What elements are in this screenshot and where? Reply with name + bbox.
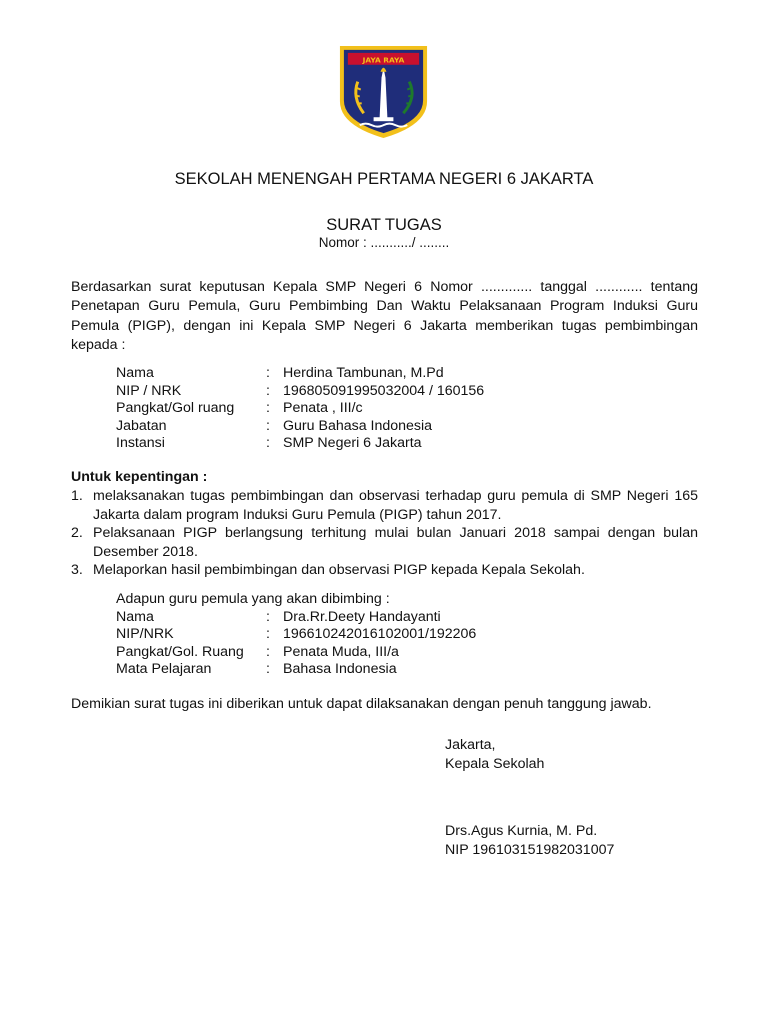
document-number: Nomor : .........../ ........ [318,235,450,250]
assignee-row-institution [116,435,484,453]
field-separator: : [266,643,270,660]
intro-paragraph: Berdasarkan surat keputusan Kepala SMP Negeri 6 Nomor ............. tanggal ............ tentang Penetapan Guru Pemula, Guru Pembimbing Dan Waktu Pelaksanaan Program Induksi Guru Pemula (PIGP), dengan ini Kepala SMP Negeri 6 Jakarta memberikan tugas pembimbingan kepada : [71,279,698,354]
field-label: Instansi [116,435,165,452]
list-item [71,561,698,580]
field-value: Guru Bahasa Indonesia [283,417,433,434]
mentee-row-subject [116,661,476,679]
list-item [71,487,698,524]
field-value: Dra.Rr.Deety Handayanti [283,608,441,625]
assignee-row-name [116,365,484,383]
list-text: Pelaksanaan PIGP berlangsung terhitung mulai bulan Januari 2018 sampai dengan bulan Desember 2018. [93,525,698,560]
signature-header [445,736,544,773]
field-label: Nama [116,608,154,625]
assignee-details [116,365,484,453]
assignee-row-position [116,418,484,436]
field-label: Jabatan [116,417,167,434]
field-label: NIP / NRK [116,382,182,399]
field-value: Penata , III/c [283,400,363,417]
mentee-details [116,591,476,679]
field-separator: : [266,626,270,643]
field-separator: : [266,661,270,678]
list-item [71,524,698,561]
closing-statement: Demikian surat tugas ini diberikan untuk dapat dilaksanakan dengan penuh tanggung jawab. [71,696,652,712]
field-label: Pangkat/Gol. Ruang [116,643,244,660]
document-title: SURAT TUGAS [326,216,442,234]
signature-place: Jakarta, [445,737,496,753]
list-number: 2. [71,525,83,542]
purpose-list [71,487,698,580]
signatory-nip: NIP 196103151982031007 [445,841,615,858]
field-separator: : [266,400,270,417]
mentee-intro-text: Adapun guru pemula yang akan dibimbing : [116,591,390,607]
field-value: 196610242016102001/192206 [283,626,477,643]
mentee-row-nip [116,626,476,644]
signature-position: Kepala Sekolah [445,755,545,772]
purpose-heading: Untuk kepentingan : [71,469,208,485]
mentee-row-name [116,609,476,627]
assignee-row-rank [116,400,484,418]
field-value: Bahasa Indonesia [283,661,397,678]
field-separator: : [266,417,270,434]
list-text: melaksanakan tugas pembimbingan dan observasi terhadap guru pemula di SMP Negeri 165 Jakarta dalam program Induksi Guru Pemula (PIGP) tahun 2017. [93,488,698,523]
mentee-intro [116,591,476,609]
svg-text:JAYA RAYA: JAYA RAYA [362,55,405,65]
field-separator: : [266,435,270,452]
field-label: Nama [116,365,154,381]
assignee-row-nip [116,383,484,401]
list-number: 1. [71,488,83,504]
signature-block [445,822,614,859]
field-label: Mata Pelajaran [116,661,212,678]
field-separator: : [266,608,270,625]
signatory-name: Drs.Agus Kurnia, M. Pd. [445,823,598,839]
field-value: SMP Negeri 6 Jakarta [283,435,422,452]
field-separator: : [266,382,270,399]
field-label: NIP/NRK [116,626,174,643]
dki-jakarta-emblem-icon [334,42,433,141]
list-text: Melaporkan hasil pembimbingan dan observasi PIGP kepada Kepala Sekolah. [93,562,585,579]
field-label: Pangkat/Gol ruang [116,400,235,417]
mentee-row-rank [116,644,476,662]
field-value: 196805091995032004 / 160156 [283,382,485,399]
field-separator: : [266,365,270,381]
field-value: Penata Muda, III/a [283,643,399,660]
field-value: Herdina Tambunan, M.Pd [283,365,444,381]
list-number: 3. [71,562,83,579]
school-name: SEKOLAH MENENGAH PERTAMA NEGERI 6 JAKARTA [174,170,594,188]
